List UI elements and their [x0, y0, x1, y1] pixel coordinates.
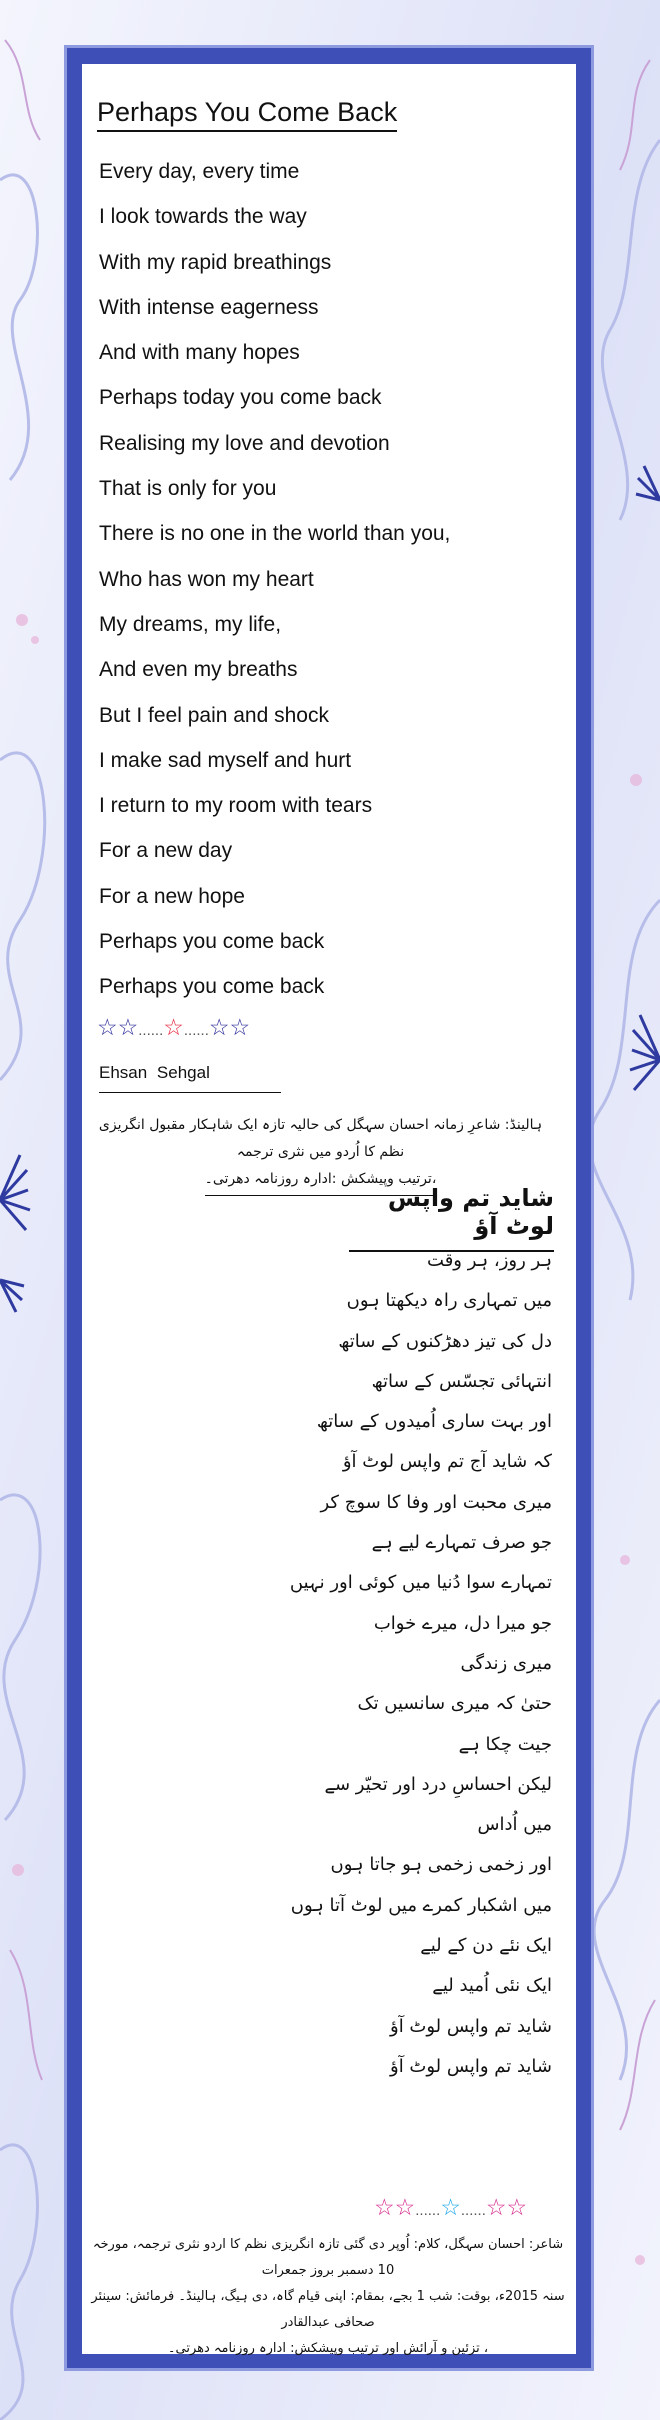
urdu-footer-line: ، تزئین و آرائش اور ترتیب وپیشکش: ادارہ روزنامہ دھرتی۔	[167, 2341, 489, 2356]
english-line: And with many hopes	[99, 341, 300, 365]
urdu-line: اور زخمی زخمی ہو جاتا ہوں	[330, 1854, 552, 1876]
poem-panel	[82, 64, 576, 2354]
english-author-name: Ehsan Sehgal	[99, 1063, 281, 1093]
urdu-line: شاید تم واپس لوٹ آؤ	[390, 2055, 552, 2077]
urdu-line: میری محبت اور وفا کا سوچ کر	[320, 1491, 552, 1513]
urdu-poem-title: شاید تم واپس لوٹ آؤ	[349, 1184, 554, 1252]
urdu-line: ایک نئے دن کے لیے	[420, 1935, 552, 1957]
urdu-line: ہر روز، ہر وقت	[427, 1250, 552, 1271]
urdu-line: ایک نئی اُمید لیے	[432, 1975, 552, 1997]
english-poem-lines	[99, 149, 450, 1010]
english-line: For a new hope	[99, 884, 245, 908]
english-line: Perhaps you come back	[99, 975, 325, 999]
urdu-line: اور بہت ساری اُمیدوں کے ساتھ	[316, 1411, 552, 1433]
star-icon: ☆☆	[208, 1014, 251, 1040]
urdu-line: لیکن احساسِ درد اور تحیّر سے	[324, 1773, 552, 1795]
urdu-line: میں تمہاری راہ دیکھتا ہوں	[346, 1290, 552, 1312]
urdu-intro-line: ہالینڈ: شاعرِ زمانہ احسان سہگل کی حالیہ تازہ ایک شاہکار مقبول انگریزی نظم کا اُردو میں نثری ترجمہ	[98, 1117, 543, 1160]
urdu-line: میں اُداس	[477, 1814, 552, 1836]
urdu-intro-line: ،ترتیب وپیشکش :ادارہ روزنامہ دھرتی۔	[205, 1166, 437, 1196]
english-line: That is only for you	[99, 477, 277, 501]
urdu-line: میری زندگی	[460, 1652, 552, 1674]
urdu-line: جو میرا دل، میرے خواب	[373, 1612, 552, 1634]
star-icon: ☆☆	[97, 1014, 139, 1040]
urdu-footer-note	[88, 2232, 568, 2362]
english-line: My dreams, my life,	[99, 612, 282, 636]
urdu-star-divider	[374, 2194, 527, 2221]
urdu-line: کہ شاید آج تم واپس لوٹ آؤ	[342, 1451, 552, 1473]
english-line: There is no one in the world than you,	[99, 522, 451, 546]
urdu-footer-line: شاعر: احسان سہگل، کلام: اُوپر دی گئی تازہ انگریزی نظم کا اردو نثری ترجمہ، مورخہ 10 دسمبر بروز جمعرات	[92, 2237, 564, 2278]
star-icon: ☆☆	[485, 2194, 528, 2220]
english-line: With my rapid breathings	[99, 250, 332, 274]
urdu-line: انتہائی تجسّس کے ساتھ	[371, 1370, 552, 1392]
english-line: Perhaps you come back	[99, 930, 325, 954]
english-line: And even my breaths	[99, 658, 298, 682]
poem-content	[82, 64, 576, 2354]
urdu-line: دل کی تیز دھڑکنوں کے ساتھ	[338, 1330, 552, 1352]
english-line: Every day, every time	[99, 160, 300, 183]
urdu-line: تمہارے سوا دُنیا میں کوئی اور نہیں	[289, 1572, 552, 1594]
divider-dots: ......	[138, 1022, 164, 1039]
divider-dots: ......	[415, 2202, 441, 2219]
divider-dots: ......	[460, 2202, 486, 2219]
english-poem-title: Perhaps You Come Back	[97, 97, 397, 132]
english-line: With intense eagerness	[99, 295, 319, 319]
urdu-poem-lines	[290, 1241, 552, 2087]
english-line: I look towards the way	[99, 205, 307, 229]
english-line: Perhaps today you come back	[99, 386, 382, 410]
urdu-line: جیت چکا ہے	[458, 1733, 552, 1755]
star-icon: ☆☆	[374, 2194, 416, 2220]
english-line: For a new day	[99, 839, 233, 863]
urdu-line: میں اشکبار کمرے میں لوٹ آتا ہوں	[290, 1894, 552, 1916]
urdu-footer-line: سنہ 2015ء، بوقت: شب 1 بجے، بمقام: اپنی قیام گاہ، دی ہیگ، ہالینڈ۔ فرمائش: سینئر صحافی عبدالقادر	[91, 2289, 565, 2330]
divider-dots: ......	[183, 1022, 209, 1039]
english-line: I make sad myself and hurt	[99, 748, 352, 772]
urdu-line: حتیٰ کہ میری سانسیں تک	[357, 1693, 552, 1715]
english-line: But I feel pain and shock	[99, 703, 329, 727]
urdu-line: شاید تم واپس لوٹ آؤ	[390, 2015, 552, 2037]
english-line: Who has won my heart	[99, 567, 314, 591]
english-line: I return to my room with tears	[99, 794, 373, 818]
star-icon: ☆	[440, 2194, 461, 2220]
star-icon: ☆	[163, 1014, 184, 1040]
english-line: Realising my love and devotion	[99, 431, 390, 455]
urdu-line: جو صرف تمہارے لیے ہے	[371, 1532, 552, 1554]
english-star-divider	[97, 1014, 250, 1041]
